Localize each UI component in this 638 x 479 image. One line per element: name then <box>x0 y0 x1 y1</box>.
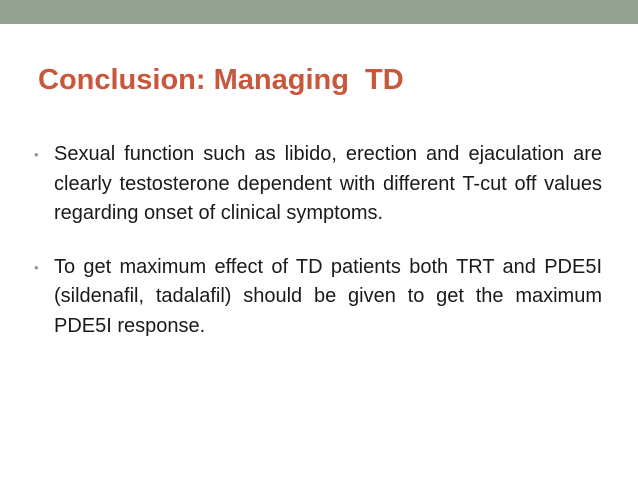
bullet-dot-icon: • <box>34 147 39 162</box>
bullet-text: Sexual function such as libido, erection and ejaculation are clearly testosterone dependent with different T-cut off values regarding onset of clinical symptoms. <box>54 143 602 224</box>
bullet-item <box>34 140 602 229</box>
slide-title: Conclusion: Managing TD <box>38 64 404 96</box>
bullet-item <box>34 253 602 342</box>
slide-content <box>34 140 602 365</box>
slide-top-bar <box>0 0 638 24</box>
bullet-dot-icon: • <box>34 259 39 275</box>
bullet-text: To get maximum effect of TD patients both TRT and PDE5I (sildenafil, tadalafil) should be given to get the maximum PDE5I response. <box>54 255 602 337</box>
